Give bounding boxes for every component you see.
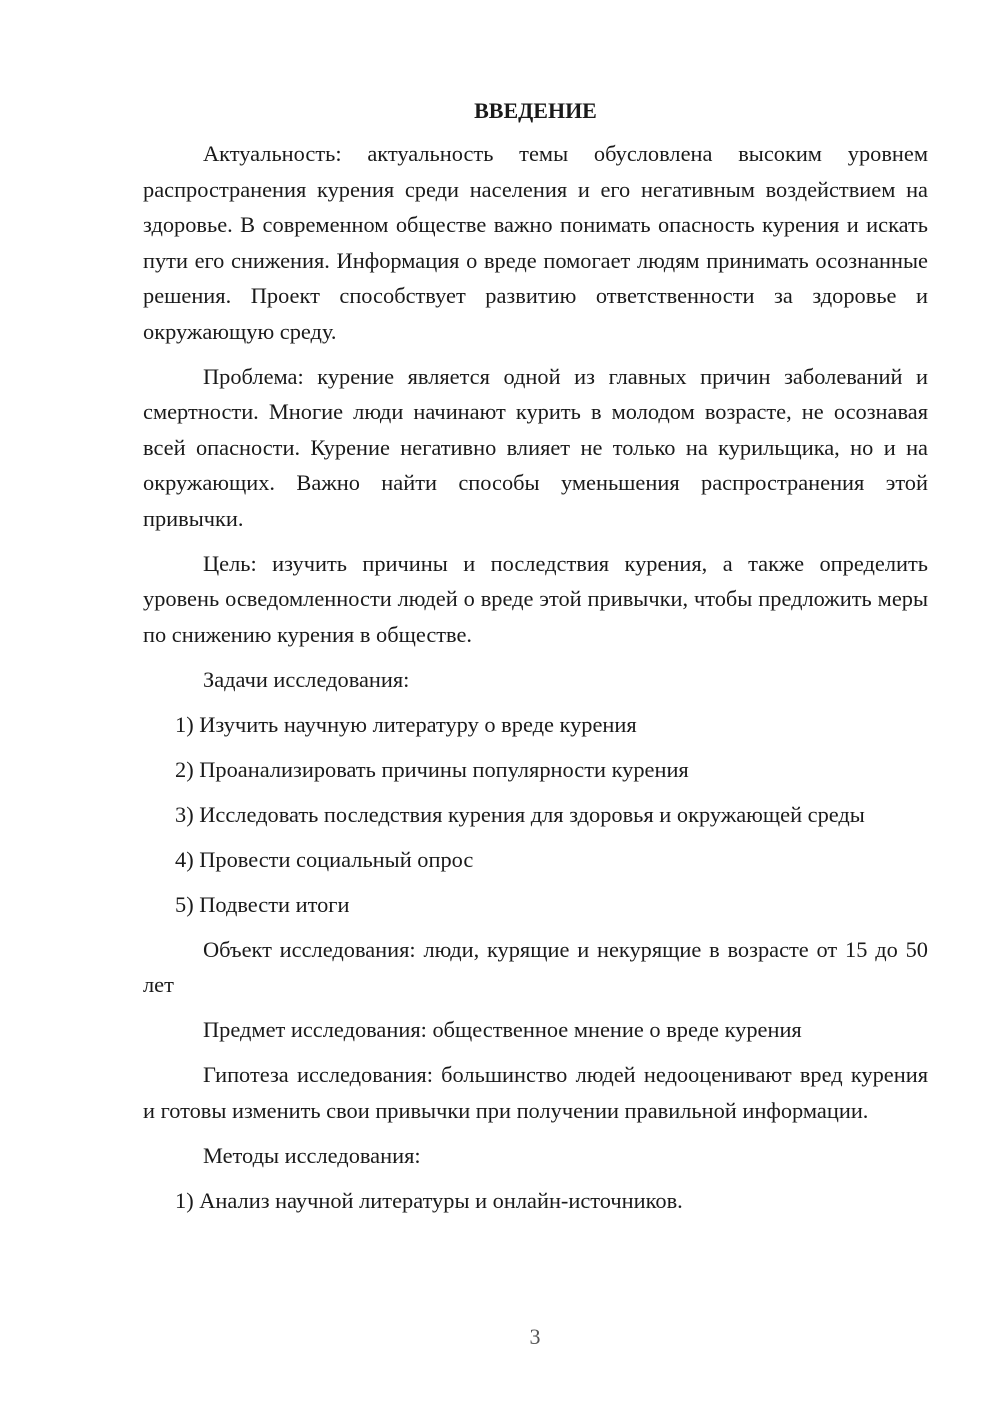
task-item: 3) Исследовать последствия курения для здоровья и окружающей среды [175, 801, 865, 827]
task-item: 4) Провести социальный опрос [175, 846, 474, 872]
methods-heading: Методы исследования: [203, 1142, 421, 1168]
paragraph-goal: Цель: изучить причины и последствия курения, а также определить уровень осведомленности людей о вреде этой привычки, чтобы предложить меры по снижению курения в обществе. [143, 550, 928, 647]
page-number: 3 [529, 1324, 541, 1349]
paragraph-relevance: Актуальность: актуальность темы обусловлена высоким уровнем распространения курения среди населения и его негативным воздействием на здоровье. В современном обществе важно понимать опасность курения и искать пути его снижения. Информация о вреде помогает людям принимать осознанные решения. Проект способствует развитию ответственности за здоровье и окружающую среду. [143, 141, 928, 344]
task-item: 1) Изучить научную литературу о вреде курения [175, 711, 637, 737]
tasks-heading: Задачи исследования: [203, 666, 410, 692]
paragraph-object: Объект исследования: люди, курящие и некурящие в возрасте от 15 до 50 лет [143, 936, 928, 997]
paragraph-hypothesis: Гипотеза исследования: большинство людей недооценивают вред курения и готовы изменить свои привычки при получении правильной информации. [143, 1062, 928, 1123]
task-item: 5) Подвести итоги [175, 891, 350, 917]
task-item: 2) Проанализировать причины популярности курения [175, 756, 689, 782]
method-item: 1) Анализ научной литературы и онлайн-источников. [175, 1187, 683, 1213]
paragraph-subject: Предмет исследования: общественное мнение о вреде курения [203, 1017, 802, 1042]
document-page [143, 96, 928, 1218]
section-title: ВВЕДЕНИЕ [474, 98, 597, 123]
paragraph-problem: Проблема: курение является одной из главных причин заболеваний и смертности. Многие люди начинают курить в молодом возрасте, не осознавая всей опасности. Курение негативно влияет не только на курильщика, но и на окружающих. Важно найти способы уменьшения распространения этой привычки. [143, 363, 928, 531]
